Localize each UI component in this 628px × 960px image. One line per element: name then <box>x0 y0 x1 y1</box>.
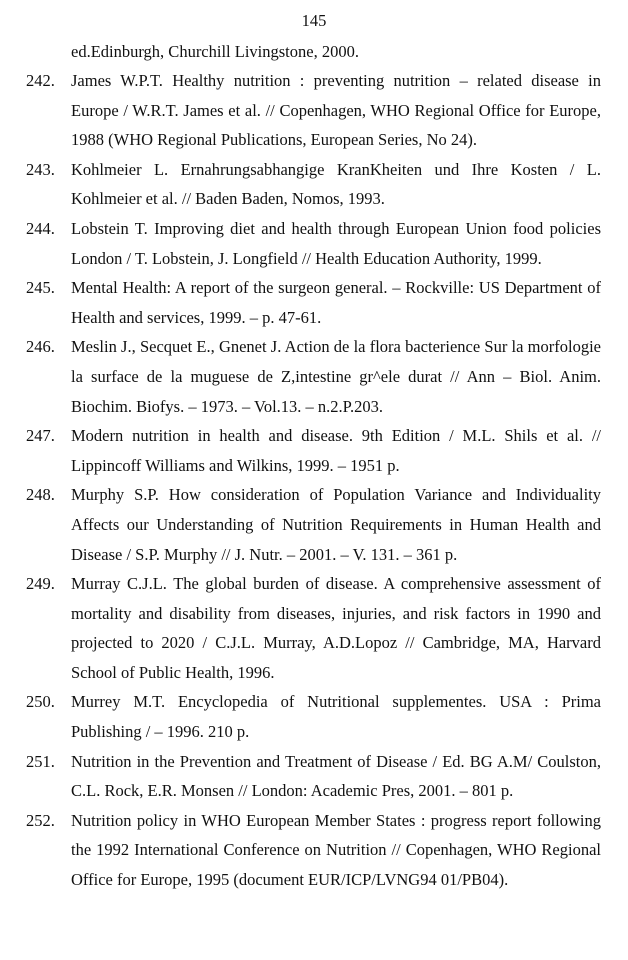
reference-text: Nutrition in the Prevention and Treatment of Disease / Ed. BG A.M/ Coulston, C.L. Rock, E.R. Monsen // London: Academic Pres, 2001. – 801 p. <box>71 751 601 801</box>
reference-item <box>0 332 628 421</box>
page-number: 145 <box>301 11 327 30</box>
reference-item <box>0 421 628 480</box>
reference-continuation-text: ed.Edinburgh, Churchill Livingstone, 2000. <box>71 42 359 61</box>
reference-number: 246. <box>26 337 55 357</box>
reference-text: Murray C.J.L. The global burden of disease. A comprehensive assessment of mortality and disability from diseases, injuries, and risk factors in 1990 and projected to 2020 / C.J.L. Murray, A.D.Lopoz // Cambridge, MA, Harvard School of Public Health, 1996. <box>71 574 601 682</box>
reference-item <box>0 747 628 806</box>
reference-text: Lobstein T. Improving diet and health through European Union food policies London / T. Lobstein, J. Longfield // Health Education Authority, 1999. <box>71 218 601 268</box>
reference-text: Meslin J., Secquet E., Gnenet J. Action de la flora bacterience Sur la morfologie la surface de la muguese de Z,intestine gr^ele durat // Ann – Biol. Anim. Biochim. Biofys. – 1973. – Vol.13. – n.2.P.203. <box>71 337 601 416</box>
reference-number: 250. <box>26 692 55 712</box>
reference-text: Modern nutrition in health and disease. 9th Edition / M.L. Shils et al. // Lippincoff Williams and Wilkins, 1999. – 1951 p. <box>71 426 601 475</box>
reference-item <box>0 480 628 569</box>
reference-number: 242. <box>26 71 55 90</box>
reference-text: Nutrition policy in WHO European Member States : progress report following the 1992 International Conference on Nutrition // Copenhagen, WHO Regional Office for Europe, 1995 (document EUR/ICP/LVNG94 01/PB04). <box>71 810 601 890</box>
reference-text: Kohlmeier L. Ernahrungsabhangige KranKheiten und Ihre Kosten / L. Kohlmeier et al. // Baden Baden, Nomos, 1993. <box>71 159 601 209</box>
reference-text: Murphy S.P. How consideration of Population Variance and Individuality Affects our Understanding of Nutrition Requirements in Human Health and Disease / S.P. Murphy // J. Nutr. – 2001. – V. 131. – 361 p. <box>71 485 601 564</box>
reference-number: 251. <box>26 751 55 771</box>
reference-number: 243. <box>26 159 55 179</box>
reference-number: 245. <box>26 278 55 298</box>
reference-number: 248. <box>26 485 55 505</box>
reference-item <box>0 214 628 273</box>
reference-list <box>0 66 628 895</box>
reference-number: 252. <box>26 810 55 830</box>
reference-number: 244. <box>26 218 55 238</box>
reference-item <box>0 687 628 746</box>
reference-text: Murrey M.T. Encyclopedia of Nutritional supplementes. USA : Prima Publishing / – 1996. 210 p. <box>71 692 601 742</box>
reference-item <box>0 66 628 155</box>
reference-text: Mental Health: A report of the surgeon general. – Rockville: US Department of Health and services, 1999. – p. 47-61. <box>71 278 601 327</box>
reference-item <box>0 806 628 895</box>
reference-item <box>0 155 628 214</box>
reference-item <box>0 273 628 332</box>
reference-number: 249. <box>26 574 55 594</box>
reference-item <box>0 569 628 687</box>
reference-text: James W.P.T. Healthy nutrition : preventing nutrition – related disease in Europe / W.R.T. James et al. // Copenhagen, WHO Regional Office for Europe, 1988 (WHO Regional Publications, European Series, No 24). <box>71 71 601 150</box>
reference-number: 247. <box>26 426 55 446</box>
